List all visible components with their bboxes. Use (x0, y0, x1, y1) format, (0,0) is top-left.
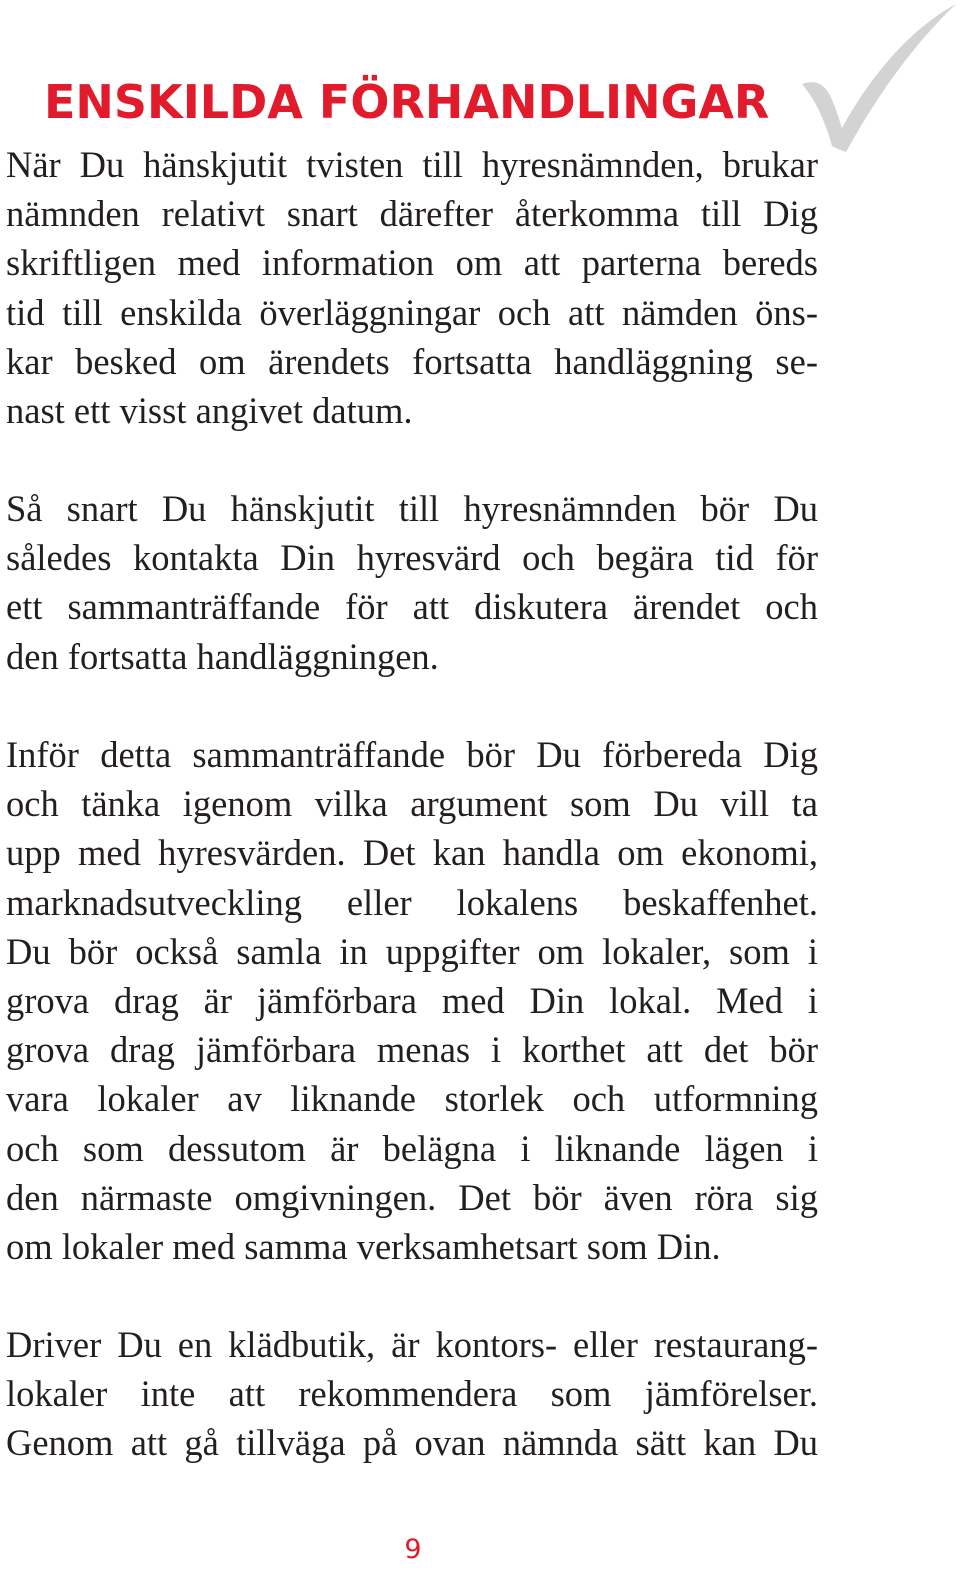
text-line: nämnden relativt snart därefter återkomma till Dig (6, 193, 818, 235)
section-heading: ENSKILDA FÖRHANDLINGAR (44, 75, 770, 129)
text-line: marknadsutveckling eller lokalens beskaffenhet. (6, 881, 818, 923)
text-line: lokaler inte att rekommendera som jämförelser. (6, 1373, 818, 1415)
text-line: grova drag är jämförbara med Din lokal. Med i (6, 979, 818, 1021)
paragraph-2 (6, 484, 818, 681)
text-line: således kontakta Din hyresvärd och begära tid för (6, 537, 818, 579)
text-line: och tänka igenom vilka argument som Du vill ta (6, 783, 818, 825)
text-line: Genom att gå tillväga på ovan nämnda sätt kan Du (6, 1422, 818, 1464)
text-line: vara lokaler av liknande storlek och utformning (6, 1078, 818, 1120)
paragraph-1 (6, 140, 818, 435)
paragraph-3 (6, 730, 818, 1271)
text-line: om lokaler med samma verksamhetsart som Din. (6, 1225, 721, 1267)
text-line: kar besked om ärendets fortsatta handläggning se- (6, 340, 818, 382)
text-line: skriftligen med information om att parterna bereds (6, 242, 818, 284)
text-line: grova drag jämförbara menas i korthet att det bör (6, 1029, 818, 1071)
text-line: Inför detta sammanträffande bör Du förbereda Dig (6, 734, 818, 775)
text-line: tid till enskilda överläggningar och att nämden öns- (6, 291, 818, 333)
text-line: den närmaste omgivningen. Det bör även röra sig (6, 1176, 818, 1218)
text-line: Du bör också samla in uppgifter om lokaler, som i (6, 930, 818, 972)
text-line: nast ett visst angivet datum. (6, 389, 413, 431)
text-line: Så snart Du hänskjutit till hyresnämnden bör Du (6, 488, 818, 529)
text-line: Driver Du en klädbutik, är kontors- eller restaurang- (6, 1324, 818, 1365)
text-line: den fortsatta handläggningen. (6, 635, 439, 677)
page-number: 9 (404, 1534, 422, 1565)
text-line: ett sammanträffande för att diskutera ärendet och (6, 586, 818, 628)
checkmark-icon (798, 0, 960, 160)
paragraph-4 (6, 1320, 818, 1468)
text-line: och som dessutom är belägna i liknande lägen i (6, 1127, 818, 1169)
text-line: När Du hänskjutit tvisten till hyresnämnden, brukar (6, 144, 818, 185)
text-line: upp med hyresvärden. Det kan handla om ekonomi, (6, 832, 818, 874)
